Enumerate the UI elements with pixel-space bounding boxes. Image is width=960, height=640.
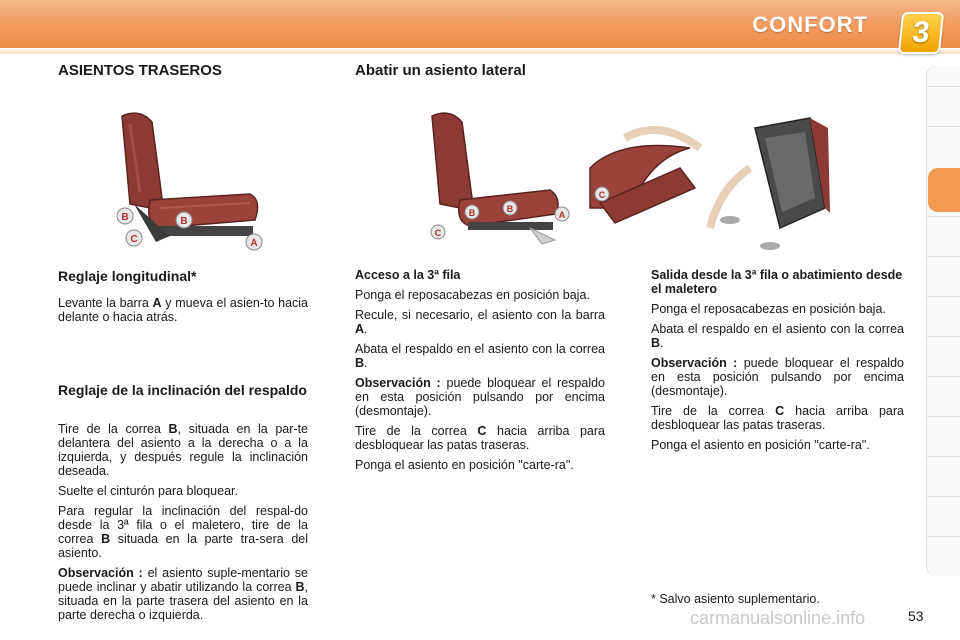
bold-term: B xyxy=(101,532,111,546)
paragraph: Ponga el reposacabezas en posición baja. xyxy=(651,302,886,316)
footnote: * Salvo asiento suplementario. xyxy=(651,592,820,606)
bold-term: C xyxy=(477,424,487,438)
bold-term: A xyxy=(152,296,162,310)
tab-divider xyxy=(927,496,960,497)
paragraph: Abata el respaldo en el asiento con la correa B. xyxy=(651,322,904,350)
tab-divider xyxy=(927,456,960,457)
chapter-title: CONFORT xyxy=(752,12,868,37)
tab-divider xyxy=(927,536,960,537)
label-b-marker: B xyxy=(468,208,476,218)
paragraph: Ponga el reposacabezas en posición baja. xyxy=(355,288,590,302)
label-a-marker: A xyxy=(558,210,566,220)
paragraph: Tire de la correa C hacia arriba para desbloquear las patas traseras. xyxy=(355,424,605,452)
bold-term: A xyxy=(355,322,365,336)
heading-third-row-exit: Salida desde la 3ª fila o abatimiento desde el maletero xyxy=(651,268,903,296)
paragraph: Observación : puede bloquear el respaldo en esta posición pulsando por encima (desmontaje). xyxy=(355,376,605,418)
text-third-row-exit xyxy=(651,268,904,458)
heading-longitudinal: Reglaje longitudinal* xyxy=(58,268,197,284)
bold-term: Observación : xyxy=(58,566,143,580)
paragraph: Tire de la correa B, situada en la par-te delantera del asiento a la derecha o a la izquierda, y después regule la inclinación deseada. xyxy=(58,422,308,478)
paragraph: Levante la barra A y mueva el asien-to hacia delante o hacia atrás. xyxy=(58,296,309,324)
watermark: carmanualsonline.info xyxy=(690,608,866,628)
bold-term: B xyxy=(355,356,365,370)
chapter-tabs xyxy=(926,66,960,576)
paragraph: Para regular la inclinación del respal-do desde la 3ª fila o el maletero, tire de la correa B situada en la parte tra-sera del asiento. xyxy=(58,504,308,560)
chapter-number-badge: 3 xyxy=(898,12,944,54)
tab-divider xyxy=(927,86,960,87)
heading-inclination: Reglaje de la inclinación del respaldo xyxy=(58,382,307,398)
paragraph: Ponga el asiento en posición "carte-ra". xyxy=(355,458,574,472)
bold-term: B xyxy=(295,580,305,594)
seat-adjust-illustration xyxy=(100,108,270,256)
tab-divider xyxy=(927,296,960,297)
heading-third-row-access: Acceso a la 3ª fila xyxy=(355,268,461,282)
tab-divider xyxy=(927,126,960,127)
bold-term: B xyxy=(651,336,661,350)
paragraph: Tire de la correa C hacia arriba para desbloquear las patas traseras. xyxy=(651,404,904,432)
label-c-marker: C xyxy=(130,234,138,245)
paragraph: Recule, si necesario, el asiento con la barra A. xyxy=(355,308,605,336)
label-b-marker: B xyxy=(121,212,129,223)
label-a-marker: A xyxy=(250,238,258,249)
tab-divider xyxy=(927,416,960,417)
paragraph: Observación : puede bloquear el respaldo en esta posición pulsando por encima (desmontaje). xyxy=(651,356,904,398)
paragraph: Observación : el asiento suple-mentario se puede inclinar y abatir utilizando la correa B, situada en la parte trasera del asiento en la parte derecha o izquierda. xyxy=(58,566,308,622)
label-b-marker: B xyxy=(506,204,514,214)
tab-divider xyxy=(927,376,960,377)
label-c-marker: C xyxy=(434,228,442,238)
seat-fold-sequence-illustration xyxy=(410,108,830,253)
text-third-row-access xyxy=(355,268,605,478)
section-title-fold-seat: Abatir un asiento lateral xyxy=(355,62,526,79)
tab-divider xyxy=(927,256,960,257)
paragraph: Abata el respaldo en el asiento con la correa B. xyxy=(355,342,605,370)
bold-term: C xyxy=(775,404,785,418)
paragraph: Ponga el asiento en posición "carte-ra". xyxy=(651,438,870,452)
label-b-marker: B xyxy=(180,216,188,227)
bold-term: B xyxy=(168,422,178,436)
tab-current-chapter[interactable] xyxy=(928,168,960,212)
page-number: 53 xyxy=(908,608,924,624)
text-inclination xyxy=(58,422,308,628)
tab-divider xyxy=(927,336,960,337)
header-divider xyxy=(0,48,960,54)
text-longitudinal xyxy=(58,296,308,330)
paragraph: Suelte el cinturón para bloquear. xyxy=(58,484,238,498)
tab-divider xyxy=(927,216,960,217)
section-title-rear-seats: ASIENTOS TRASEROS xyxy=(58,62,222,79)
label-c-marker: C xyxy=(598,190,606,200)
bold-term: Observación : xyxy=(355,376,441,390)
bold-term: Observación : xyxy=(651,356,738,370)
